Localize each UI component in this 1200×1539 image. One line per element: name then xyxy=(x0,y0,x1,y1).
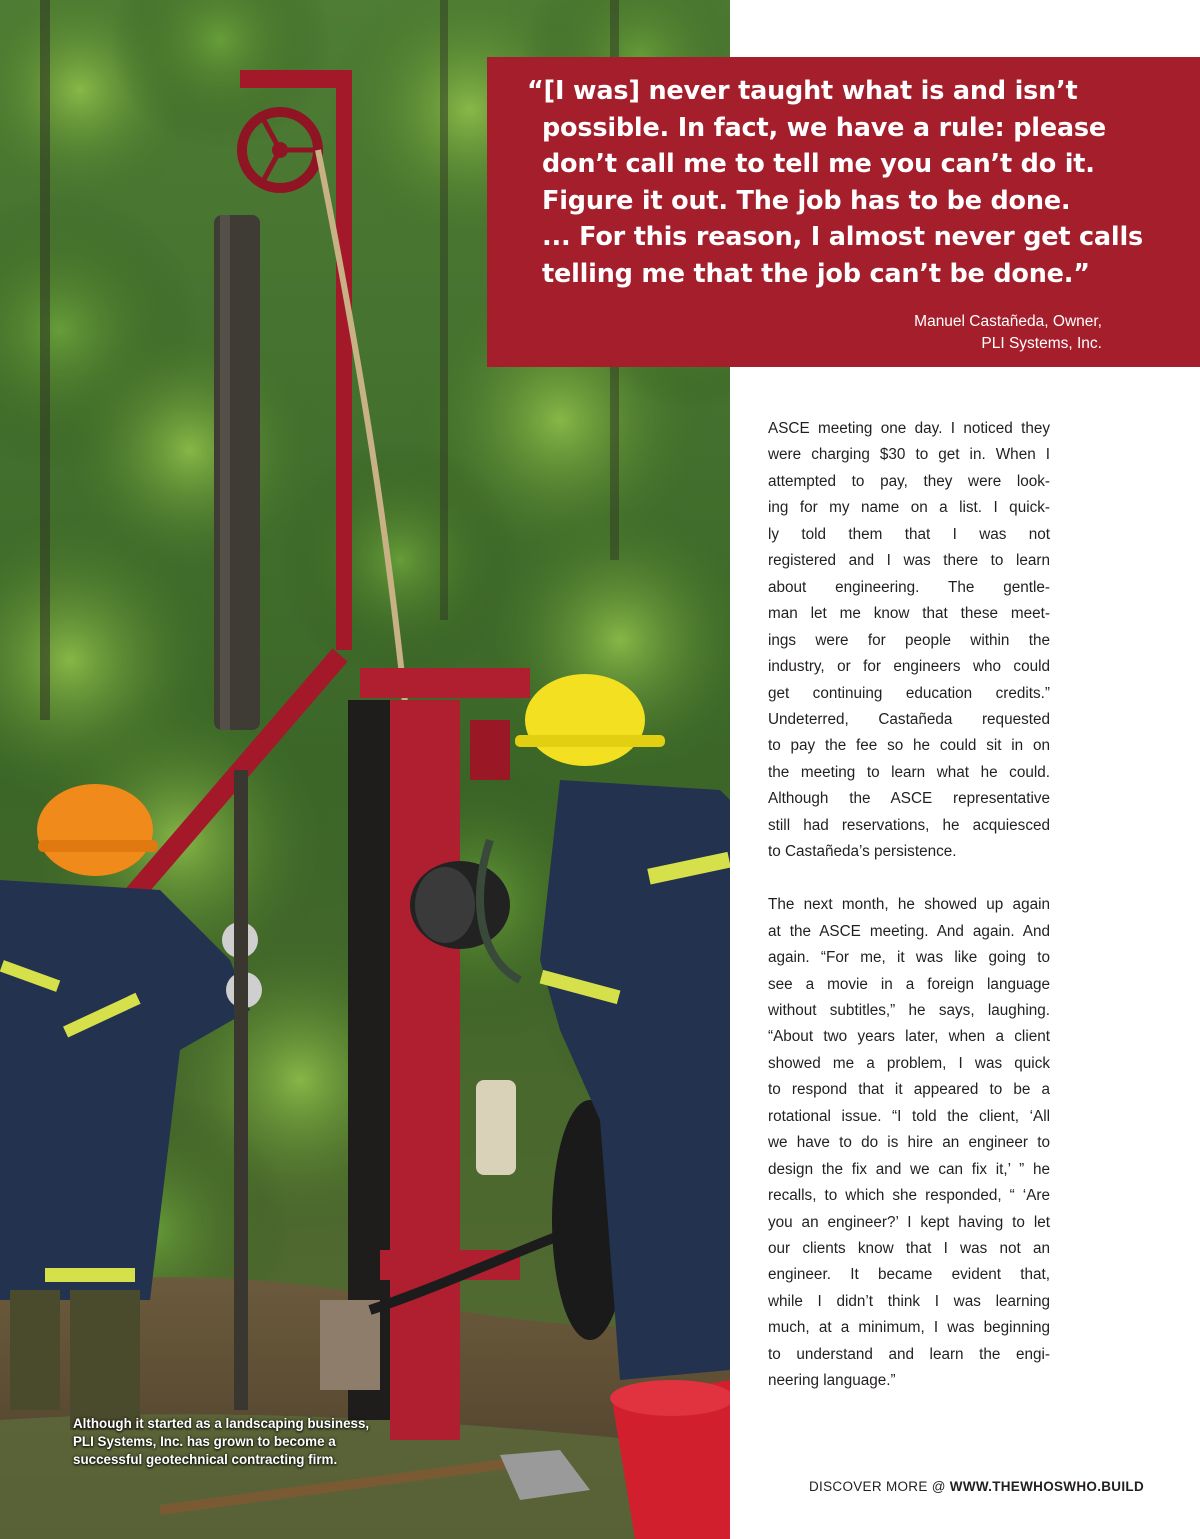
article-body xyxy=(768,416,1050,1421)
pull-quote-box xyxy=(487,57,1200,367)
text-line: much, at a minimum, I was beginning xyxy=(768,1319,1050,1337)
pull-quote-text xyxy=(527,73,1167,293)
quote-line: “[I was] never taught what is and isn’t xyxy=(527,76,1078,106)
footer-url[interactable]: WWW.THEWHOSWHO.BUILD xyxy=(949,1479,1144,1494)
text-line: registered and I was there to learn xyxy=(768,552,1050,570)
text-line: to respond that it appeared to be a xyxy=(768,1081,1050,1099)
text-line: to pay the fee so he could sit in on xyxy=(768,737,1050,755)
text-line: get continuing education credits.” xyxy=(768,684,1050,702)
text-line: industry, or for engineers who could xyxy=(768,658,1050,676)
text-line: still had reservations, he acquiesced xyxy=(768,816,1050,834)
caption-line: PLI Systems, Inc. has grown to become a xyxy=(73,1434,336,1449)
text-line: rotational issue. “I told the client, ‘All xyxy=(768,1107,1050,1125)
quote-line: ... For this reason, I almost never get calls xyxy=(542,222,1143,253)
text-line: neering language.” xyxy=(768,1372,896,1390)
photo-caption xyxy=(73,1415,413,1469)
text-line: to Castañeda’s persistence. xyxy=(768,843,957,861)
text-line: ly told them that I was not xyxy=(768,525,1050,543)
text-line: ASCE meeting one day. I noticed they xyxy=(768,420,1050,437)
text-line: were charging $30 to get in. When I xyxy=(768,446,1050,464)
text-line: recalls, to which she responded, “ ‘Are xyxy=(768,1187,1050,1205)
text-line: attempted to pay, they were look- xyxy=(768,472,1050,490)
text-line: you an engineer?’ I kept having to let xyxy=(768,1213,1050,1231)
text-line: “About two years later, when a client xyxy=(768,1028,1050,1046)
text-line: ing for my name on a list. I quick- xyxy=(768,499,1050,517)
text-line: showed me a problem, I was quick xyxy=(768,1054,1050,1072)
attribution-name: Manuel Castañeda, Owner, xyxy=(914,313,1102,330)
quote-line: possible. In fact, we have a rule: please xyxy=(542,112,1106,143)
text-line: ings were for people within the xyxy=(768,631,1050,649)
footer-prefix: DISCOVER MORE @ xyxy=(809,1479,950,1494)
text-line: we have to do is hire an engineer to xyxy=(768,1134,1050,1152)
text-line: The next month, he showed up again xyxy=(768,896,1050,914)
text-line: to understand and learn the engi- xyxy=(768,1345,1050,1363)
text-line: the meeting to learn what he could. xyxy=(768,763,1050,781)
text-line: engineer. It became evident that, xyxy=(768,1266,1050,1284)
text-line: again. “For me, it was like going to xyxy=(768,949,1050,967)
text-line: while I didn’t think I was learning xyxy=(768,1292,1050,1310)
text-line: man let me know that these meet- xyxy=(768,605,1050,623)
footer-link[interactable] xyxy=(809,1479,1144,1494)
quote-line: don’t call me to tell me you can’t do it. xyxy=(542,149,1095,180)
article-paragraph-2 xyxy=(768,892,1050,1395)
quote-attribution xyxy=(914,311,1102,355)
attribution-company: PLI Systems, Inc. xyxy=(981,335,1102,352)
quote-line: telling me that the job can’t be done.” xyxy=(542,258,1090,289)
text-line: about engineering. The gentle- xyxy=(768,578,1050,596)
text-line: our clients know that I was not an xyxy=(768,1240,1050,1258)
text-line: see a movie in a foreign language xyxy=(768,975,1050,993)
quote-line: Figure it out. The job has to be done. xyxy=(542,185,1071,216)
article-paragraph-1 xyxy=(768,416,1050,866)
caption-line: Although it started as a landscaping business, xyxy=(73,1416,370,1431)
caption-line: successful geotechnical contracting firm. xyxy=(73,1452,338,1467)
text-line: design the fix and we can fix it,’ ” he xyxy=(768,1160,1050,1178)
text-line: Although the ASCE representative xyxy=(768,790,1050,808)
text-line: at the ASCE meeting. And again. And xyxy=(768,922,1050,940)
text-line: Undeterred, Castañeda requested xyxy=(768,710,1050,728)
text-line: without subtitles,” he says, laughing. xyxy=(768,1001,1050,1019)
